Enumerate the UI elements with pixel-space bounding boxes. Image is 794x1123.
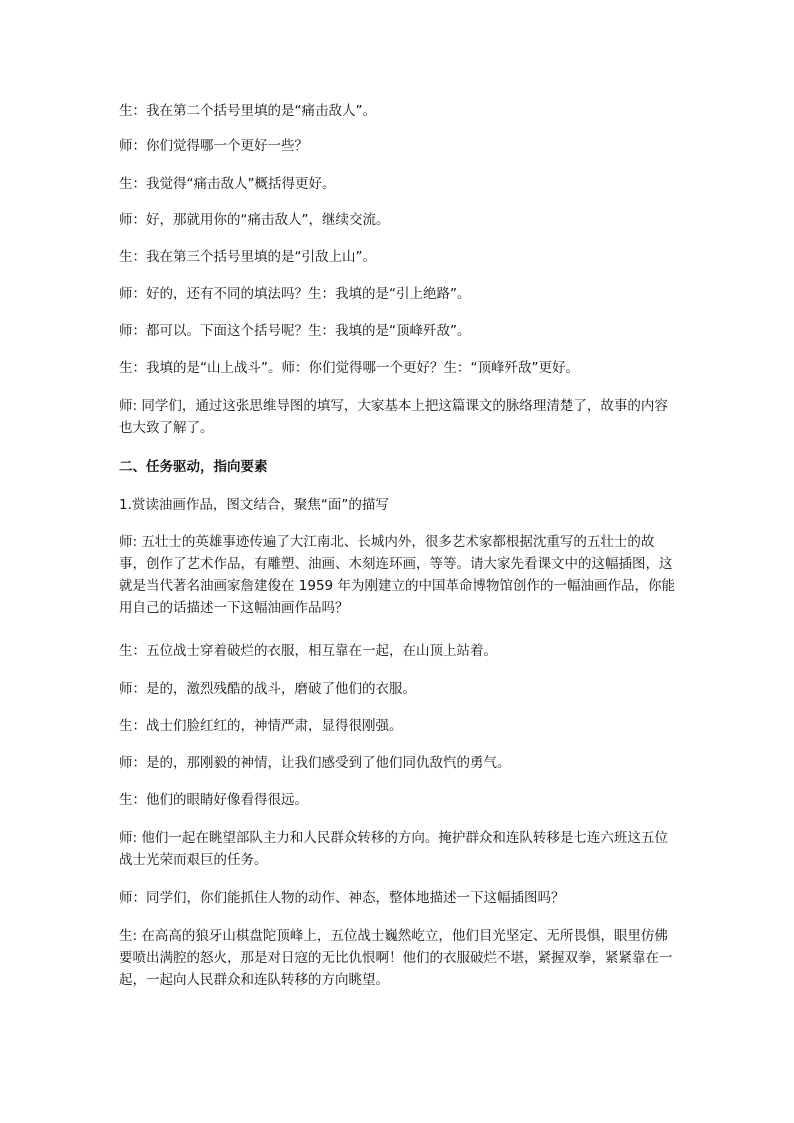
paragraph-4: 师：好，那就用你的“痛击敌人”，继续交流。 (119, 212, 390, 228)
paragraph-20: 生: 在高高的狼牙山棋盘陀顶峰上，五位战士巍然屹立，他们目光坚定、无所畏惧，眼里仿佛要喷出满腔的怒火，那是对日寇的无比仇恨啊！他们的衣服破烂不堪，紧握双拳，紧紧靠在一起，一起向人民群众和连队转移的方向眺望。 (119, 928, 673, 988)
paragraph-5: 生：我在第三个括号里填的是“引敌上山”。 (119, 249, 376, 265)
section-heading: 二、任务驱动，指向要素 (119, 459, 268, 475)
paragraph-7: 师：都可以。下面这个括号呢？生：我填的是“顶峰歼敌”。 (119, 323, 471, 339)
paragraph-1: 生：我在第二个括号里填的是“痛击敌人”。 (119, 103, 376, 119)
paragraph-12: 师: 五壮士的英雄事迹传遍了大江南北、长城内外，很多艺术家都根据沈重写的五壮士的故事，创作了艺术作品，有雕塑、油画、木刻连环画，等等。请大家先看课文中的这幅插图，这就是当代著名油画家詹建俊在 1959 年为刚建立的中国革命博物馆创作的一幅油画作品，你能用自己的话描述一下这幅油画作品吗？ (119, 534, 675, 616)
paragraph-3: 生：我觉得“痛击敌人”概括得更好。 (119, 176, 336, 192)
paragraph-2: 师：你们觉得哪一个更好一些？ (119, 138, 308, 154)
paragraph-14: 师：是的，激烈残酷的战斗，磨破了他们的衣服。 (119, 681, 416, 697)
paragraph-8: 生：我填的是“山上战斗”。师：你们觉得哪一个更好？生：“顶峰歼敌”更好。 (119, 360, 579, 376)
paragraph-16: 师：是的，那刚毅的神情，让我们感受到了他们同仇敌忾的勇气。 (119, 755, 511, 771)
paragraph-15: 生：战士们脸红红的，神情严肃，显得很刚强。 (119, 718, 403, 734)
paragraph-17: 生：他们的眼睛好像看得很远。 (119, 792, 308, 808)
paragraph-6: 师：好的，还有不同的填法吗？生：我填的是“引上绝路”。 (119, 286, 471, 302)
paragraph-9: 师: 同学们，通过这张思维导图的填写，大家基本上把这篇课文的脉络理清楚了，故事的内容也大致了解了。 (119, 398, 668, 436)
paragraph-19: 师：同学们，你们能抓住人物的动作、神态，整体地描述一下这幅插图吗？ (119, 890, 565, 906)
subsection-heading: 1.赏读油画作品，图文结合，聚焦“面”的描写 (119, 497, 389, 513)
paragraph-13: 生：五位战士穿着破烂的衣服，相互靠在一起，在山顶上站着。 (119, 643, 497, 659)
paragraph-18: 师: 他们一起在眺望部队主力和人民群众转移的方向。掩护群众和连队转移是七连六班这五位战士光荣而艰巨的任务。 (119, 830, 668, 868)
